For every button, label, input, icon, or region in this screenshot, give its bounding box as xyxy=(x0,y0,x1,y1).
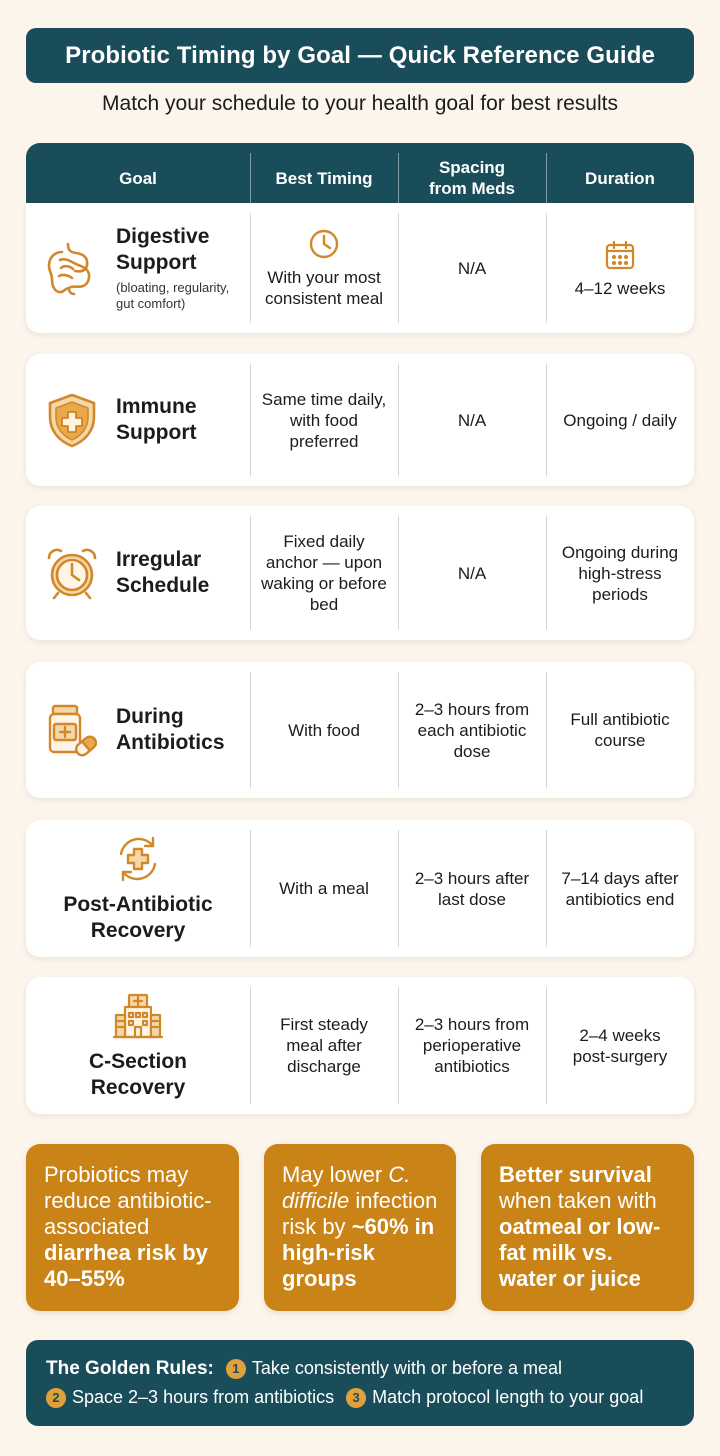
duration-text: Full antibiotic course xyxy=(570,710,670,750)
timing-text: First steady meal after discharge xyxy=(280,1015,368,1076)
duration-cell xyxy=(546,203,694,333)
timing-text: With your most consistent meal xyxy=(264,268,384,308)
timing-cell xyxy=(250,820,398,957)
timing-cell xyxy=(250,354,398,486)
timing-text: Fixed daily anchor — upon waking or before bed xyxy=(261,532,387,614)
page-subtitle: Match your schedule to your health goal for best results xyxy=(102,92,618,115)
spacing-text: 2–3 hours from perioperative antibiotics xyxy=(414,1015,530,1076)
stat-card-diarrhea xyxy=(26,1144,239,1311)
pill-bottle-icon xyxy=(42,700,102,760)
golden-rules-banner xyxy=(26,1340,694,1426)
duration-cell xyxy=(546,354,694,486)
duration-cell xyxy=(546,506,694,640)
goal-cell xyxy=(26,354,250,486)
table-row xyxy=(26,203,694,333)
duration-cell xyxy=(546,820,694,957)
goal-cell xyxy=(26,506,250,640)
timing-cell xyxy=(250,506,398,640)
duration-cell xyxy=(546,977,694,1114)
timing-text: With food xyxy=(288,720,360,740)
hospital-icon xyxy=(113,991,163,1041)
header-best-timing: Best Timing xyxy=(250,143,398,213)
table-row xyxy=(26,354,694,486)
goal-title: Irregular Schedule xyxy=(116,548,210,597)
stat-italic: C. difficile xyxy=(282,1162,411,1213)
spacing-text: N/A xyxy=(457,410,487,430)
spacing-text: N/A xyxy=(457,563,487,583)
goal-cell xyxy=(26,977,250,1114)
stat-card-cdiff xyxy=(264,1144,456,1311)
rule-number-badge: 2 xyxy=(46,1388,66,1408)
goal-title: Post-Antibiotic Recovery xyxy=(63,892,213,942)
page-title: Probiotic Timing by Goal — Quick Reference Guide xyxy=(26,28,694,83)
table-row xyxy=(26,662,694,798)
spacing-text: N/A xyxy=(457,258,487,278)
rule-text: Match protocol length to your goal xyxy=(372,1387,644,1407)
stat-text: Probiotics may reduce antibiotic-associated xyxy=(44,1162,212,1239)
stat-highlight: Better survival xyxy=(499,1162,652,1187)
header-duration: Duration xyxy=(546,143,694,213)
duration-text: 2–4 weeks post-surgery xyxy=(572,1025,668,1066)
spacing-cell xyxy=(398,203,546,333)
rule-text: Space 2–3 hours from antibiotics xyxy=(72,1387,335,1407)
spacing-cell xyxy=(398,506,546,640)
stat-highlight: ~60% in high-risk groups xyxy=(282,1214,435,1291)
goal-title: Immune Support xyxy=(116,395,197,444)
goal-title: During Antibiotics xyxy=(116,705,225,754)
stat-card-survival xyxy=(481,1144,694,1311)
duration-text: Ongoing / daily xyxy=(563,410,677,430)
timing-cell xyxy=(250,203,398,333)
rule-number-badge: 3 xyxy=(346,1388,366,1408)
spacing-text: 2–3 hours after last dose xyxy=(414,868,530,909)
goal-title: Digestive Support xyxy=(116,225,210,274)
header-spacing-text: Spacing from Meds xyxy=(429,158,515,198)
clock-icon xyxy=(307,227,341,261)
spacing-cell xyxy=(398,354,546,486)
table-row xyxy=(26,977,694,1114)
goal-cell xyxy=(26,820,250,957)
timing-text: With a meal xyxy=(279,879,369,898)
goal-cell xyxy=(26,203,250,333)
alarm-clock-icon xyxy=(42,543,102,603)
intestine-icon xyxy=(42,238,102,298)
duration-text: Ongoing during high-stress periods xyxy=(561,542,679,604)
calendar-icon xyxy=(603,238,637,272)
duration-text: 4–12 weeks xyxy=(574,278,666,298)
timing-cell xyxy=(250,662,398,798)
stat-highlight: diarrhea risk by 40–55% xyxy=(44,1240,208,1291)
duration-text: 7–14 days after antibiotics end xyxy=(561,868,679,909)
goal-title: C-Section Recovery xyxy=(88,1049,187,1099)
rule-number-badge: 1 xyxy=(226,1359,246,1379)
timing-cell xyxy=(250,977,398,1114)
goal-cell xyxy=(26,662,250,798)
rule-text: Take consistently with or before a meal xyxy=(251,1358,563,1378)
spacing-cell xyxy=(398,977,546,1114)
recovery-cycle-icon xyxy=(113,834,163,884)
stat-text: infection risk by xyxy=(282,1188,438,1239)
goal-note: (bloating, regularity, gut comfort) xyxy=(116,280,230,311)
stat-highlight: oatmeal or low-fat milk vs. water or juice xyxy=(499,1214,661,1291)
spacing-text: 2–3 hours from each antibiotic dose xyxy=(414,699,530,761)
stat-text: May lower xyxy=(282,1162,389,1187)
duration-cell xyxy=(546,662,694,798)
header-goal: Goal xyxy=(119,168,157,188)
table-row xyxy=(26,820,694,957)
spacing-cell xyxy=(398,662,546,798)
table-row xyxy=(26,506,694,640)
stat-text: when taken with xyxy=(499,1188,657,1213)
shield-plus-icon xyxy=(42,390,102,450)
rules-title: The Golden Rules: xyxy=(46,1357,214,1379)
timing-text: Same time daily, with food preferred xyxy=(261,389,387,451)
spacing-cell xyxy=(398,820,546,957)
